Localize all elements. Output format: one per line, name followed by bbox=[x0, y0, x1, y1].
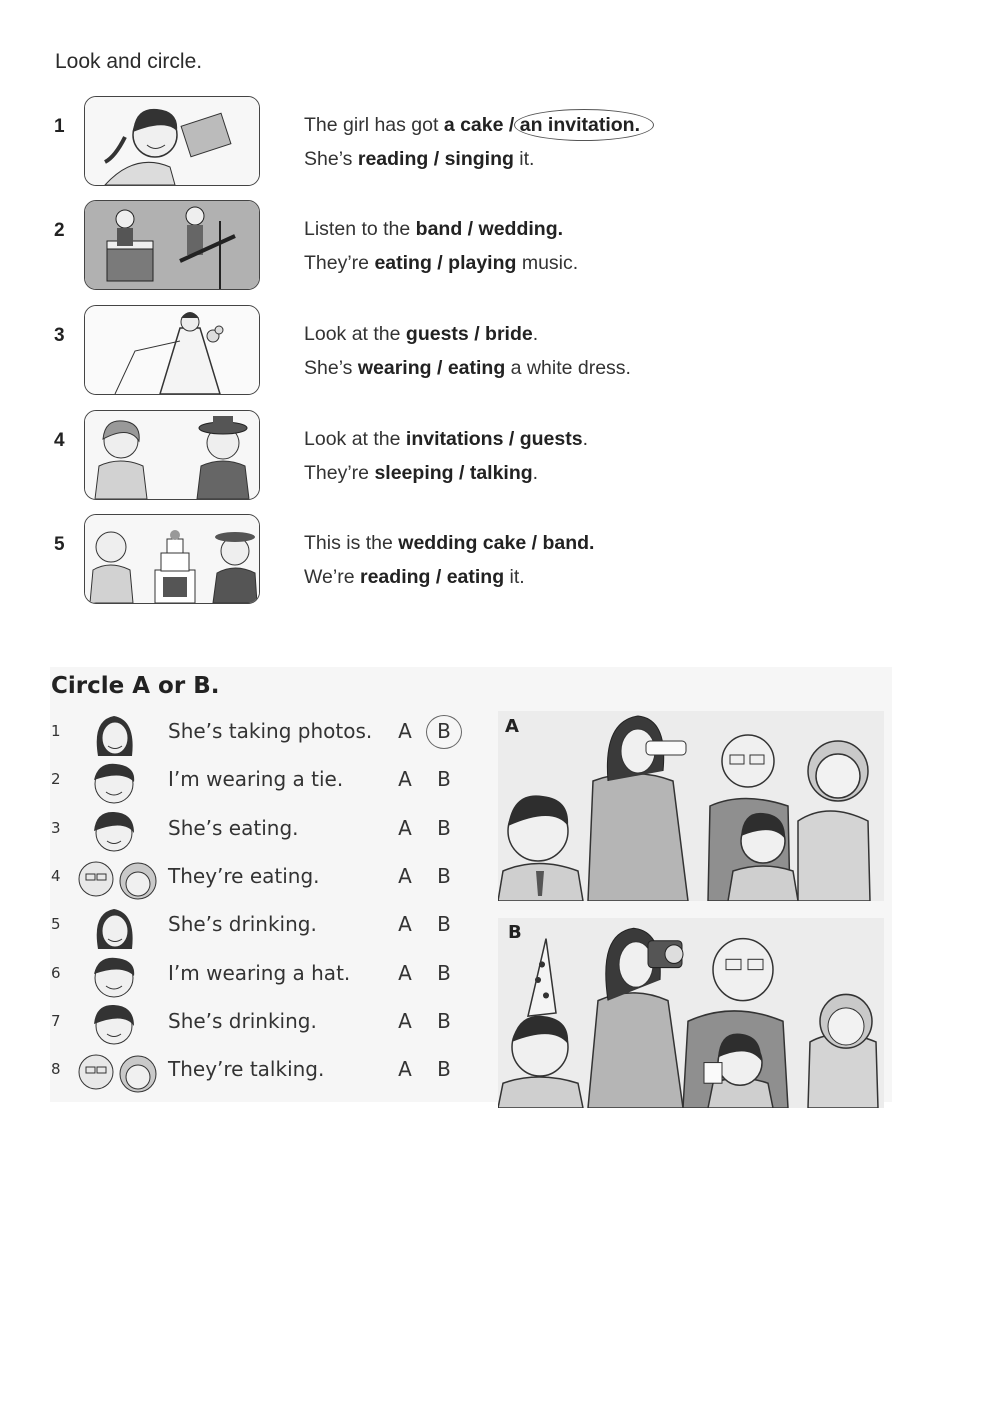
sentence-text: We’re bbox=[304, 566, 360, 588]
sentence-line-1 bbox=[304, 532, 594, 555]
exercise2-item-1 bbox=[0, 710, 480, 758]
wedding-cake-icon bbox=[85, 515, 259, 603]
option-separator: / bbox=[526, 532, 543, 554]
option-separator: / bbox=[428, 148, 445, 170]
item-sentence: She’s taking photos. bbox=[168, 719, 373, 743]
option-separator: / bbox=[430, 566, 447, 588]
option-a[interactable]: A bbox=[398, 863, 412, 888]
option-2[interactable]: band. bbox=[542, 532, 595, 554]
option-2[interactable]: singing bbox=[444, 148, 514, 170]
option-1[interactable]: eating bbox=[374, 252, 432, 274]
sentence-text: This is the bbox=[304, 532, 399, 554]
exercise2-item-2 bbox=[0, 758, 480, 806]
sentence-text: They’re bbox=[304, 462, 375, 484]
option-separator: / bbox=[431, 252, 449, 274]
option-a[interactable]: A bbox=[398, 1057, 412, 1082]
item-number: 2 bbox=[54, 220, 65, 241]
item-number: 3 bbox=[51, 818, 61, 837]
sentence-line-2 bbox=[304, 148, 534, 171]
family-party-scene-a bbox=[498, 711, 884, 901]
sentence-text: . bbox=[532, 323, 539, 345]
sentence-text: . bbox=[532, 462, 539, 484]
sentence-text: . bbox=[582, 428, 588, 450]
item-face bbox=[74, 807, 166, 855]
exercise1-item-5 bbox=[0, 514, 1000, 614]
sentence-text: a white dress. bbox=[505, 357, 631, 379]
option-a[interactable]: A bbox=[398, 960, 412, 985]
mother-face-icon bbox=[74, 710, 166, 758]
sentence-text: The girl has got bbox=[304, 114, 444, 136]
item-number: 5 bbox=[54, 534, 65, 555]
option-b[interactable]: B bbox=[437, 767, 451, 792]
item-sentence: She’s eating. bbox=[168, 815, 299, 840]
sentence-line-1 bbox=[304, 323, 538, 346]
option-a[interactable]: A bbox=[398, 912, 412, 937]
guests-talking-icon bbox=[85, 411, 259, 499]
sentence-line-1 bbox=[304, 114, 640, 137]
option-b[interactable]: B bbox=[437, 863, 451, 888]
exercise2-title: Circle A or B. bbox=[51, 673, 220, 699]
option-1[interactable]: reading bbox=[360, 566, 431, 588]
exercise1-item-4 bbox=[0, 410, 1000, 510]
item-sentence: I’m wearing a hat. bbox=[168, 960, 351, 985]
sentence-line-2 bbox=[304, 566, 525, 589]
item-sentence: I’m wearing a tie. bbox=[168, 767, 344, 792]
sentence-text: She’s bbox=[304, 357, 358, 379]
mother-face-icon bbox=[74, 903, 166, 951]
sentence-text: She’s bbox=[304, 148, 358, 170]
item-number: 1 bbox=[51, 722, 61, 740]
scene-b-image bbox=[498, 918, 884, 1108]
sentence-line-2 bbox=[304, 357, 631, 380]
option-1[interactable]: reading bbox=[357, 148, 429, 170]
option-2[interactable]: eating bbox=[446, 566, 505, 588]
band-icon bbox=[85, 201, 259, 289]
exercise2-item-8 bbox=[0, 1048, 480, 1096]
exercise2-item-6 bbox=[0, 952, 480, 1000]
exercise1-item-2 bbox=[0, 200, 1000, 300]
sentence-text: They’re bbox=[304, 252, 375, 274]
item-number: 6 bbox=[51, 963, 61, 982]
grandparents-faces-icon bbox=[74, 855, 166, 903]
item-number: 3 bbox=[54, 325, 65, 346]
family-party-scene-b bbox=[498, 918, 884, 1108]
option-separator: / bbox=[503, 114, 520, 136]
item-number: 7 bbox=[51, 1011, 61, 1030]
item-picture bbox=[84, 410, 260, 500]
exercise2-item-3 bbox=[0, 807, 480, 855]
sentence-text: Listen to the bbox=[304, 218, 416, 240]
item-sentence: She’s drinking. bbox=[168, 1008, 317, 1033]
item-face bbox=[74, 710, 166, 758]
bride-icon bbox=[85, 306, 259, 394]
item-sentence: They’re talking. bbox=[168, 1057, 325, 1082]
sentence-line-1 bbox=[304, 428, 588, 451]
sentence-text: it. bbox=[504, 566, 525, 588]
option-2[interactable]: an invitation. bbox=[519, 114, 641, 136]
sentence-line-2 bbox=[304, 462, 538, 485]
scene-a-image bbox=[498, 711, 884, 901]
item-face bbox=[74, 758, 166, 806]
option-2[interactable]: talking bbox=[469, 462, 533, 484]
item-number: 2 bbox=[51, 770, 61, 789]
grandparents-faces-icon bbox=[74, 1048, 166, 1096]
sentence-text: Look at the bbox=[304, 428, 406, 450]
girl-with-invitation-icon bbox=[85, 97, 259, 185]
option-a[interactable]: A bbox=[398, 719, 412, 743]
item-face bbox=[74, 855, 166, 903]
item-picture bbox=[84, 96, 260, 186]
girl-face-icon bbox=[74, 1000, 166, 1048]
item-number: 4 bbox=[54, 430, 65, 451]
exercise1-title: Look and circle. bbox=[55, 50, 203, 73]
girl-face-icon bbox=[74, 807, 166, 855]
option-2[interactable]: bride bbox=[485, 323, 533, 345]
item-sentence: She’s drinking. bbox=[168, 912, 317, 937]
option-1[interactable]: sleeping bbox=[374, 462, 454, 484]
item-face bbox=[74, 903, 166, 951]
option-a[interactable]: A bbox=[398, 1008, 412, 1033]
option-1[interactable]: guests bbox=[405, 323, 469, 345]
option-2[interactable]: playing bbox=[448, 252, 517, 274]
item-number: 4 bbox=[51, 866, 61, 885]
boy-face-icon bbox=[74, 952, 166, 1000]
option-a[interactable]: A bbox=[398, 767, 412, 792]
sentence-line-2 bbox=[304, 252, 578, 275]
item-picture bbox=[84, 200, 260, 290]
option-separator: / bbox=[462, 218, 479, 240]
scene-b-label: B bbox=[508, 922, 522, 943]
sentence-line-1 bbox=[304, 218, 563, 241]
option-separator: / bbox=[468, 323, 486, 345]
exercise2-item-5 bbox=[0, 903, 480, 951]
item-picture bbox=[84, 305, 260, 395]
exercise2-item-4 bbox=[0, 855, 480, 903]
sentence-text: Look at the bbox=[304, 323, 406, 345]
option-a[interactable]: A bbox=[398, 815, 412, 840]
option-2[interactable]: wedding. bbox=[478, 218, 564, 240]
option-2[interactable]: guests bbox=[519, 428, 583, 450]
option-1[interactable]: band bbox=[415, 218, 463, 240]
item-picture bbox=[84, 514, 260, 604]
option-separator: / bbox=[503, 428, 520, 450]
option-b[interactable]: B bbox=[437, 960, 451, 985]
option-1[interactable]: a cake bbox=[443, 114, 504, 136]
item-face bbox=[74, 1000, 166, 1048]
option-2[interactable]: eating bbox=[447, 357, 506, 379]
sentence-text: music. bbox=[516, 252, 579, 274]
item-face bbox=[74, 1048, 166, 1096]
option-separator: / bbox=[453, 462, 470, 484]
option-b[interactable]: B bbox=[432, 719, 456, 743]
option-b[interactable]: B bbox=[437, 815, 451, 840]
item-number: 1 bbox=[54, 116, 65, 137]
item-number: 5 bbox=[51, 915, 61, 934]
boy-face-icon bbox=[74, 758, 166, 806]
item-sentence: They’re eating. bbox=[168, 863, 320, 888]
scene-a-label: A bbox=[505, 716, 519, 737]
item-face bbox=[74, 952, 166, 1000]
exercise1-item-1 bbox=[0, 96, 1000, 196]
exercise2-item-7 bbox=[0, 1000, 480, 1048]
exercise1-item-3 bbox=[0, 305, 1000, 405]
option-b[interactable]: B bbox=[437, 912, 451, 937]
option-b[interactable]: B bbox=[437, 1008, 451, 1033]
option-b[interactable]: B bbox=[437, 1057, 451, 1082]
sentence-text: it. bbox=[513, 148, 535, 170]
option-1[interactable]: invitations bbox=[405, 428, 504, 450]
item-number: 8 bbox=[51, 1060, 61, 1079]
option-1[interactable]: wedding cake bbox=[398, 532, 527, 554]
option-separator: / bbox=[431, 357, 448, 379]
option-1[interactable]: wearing bbox=[357, 357, 432, 379]
